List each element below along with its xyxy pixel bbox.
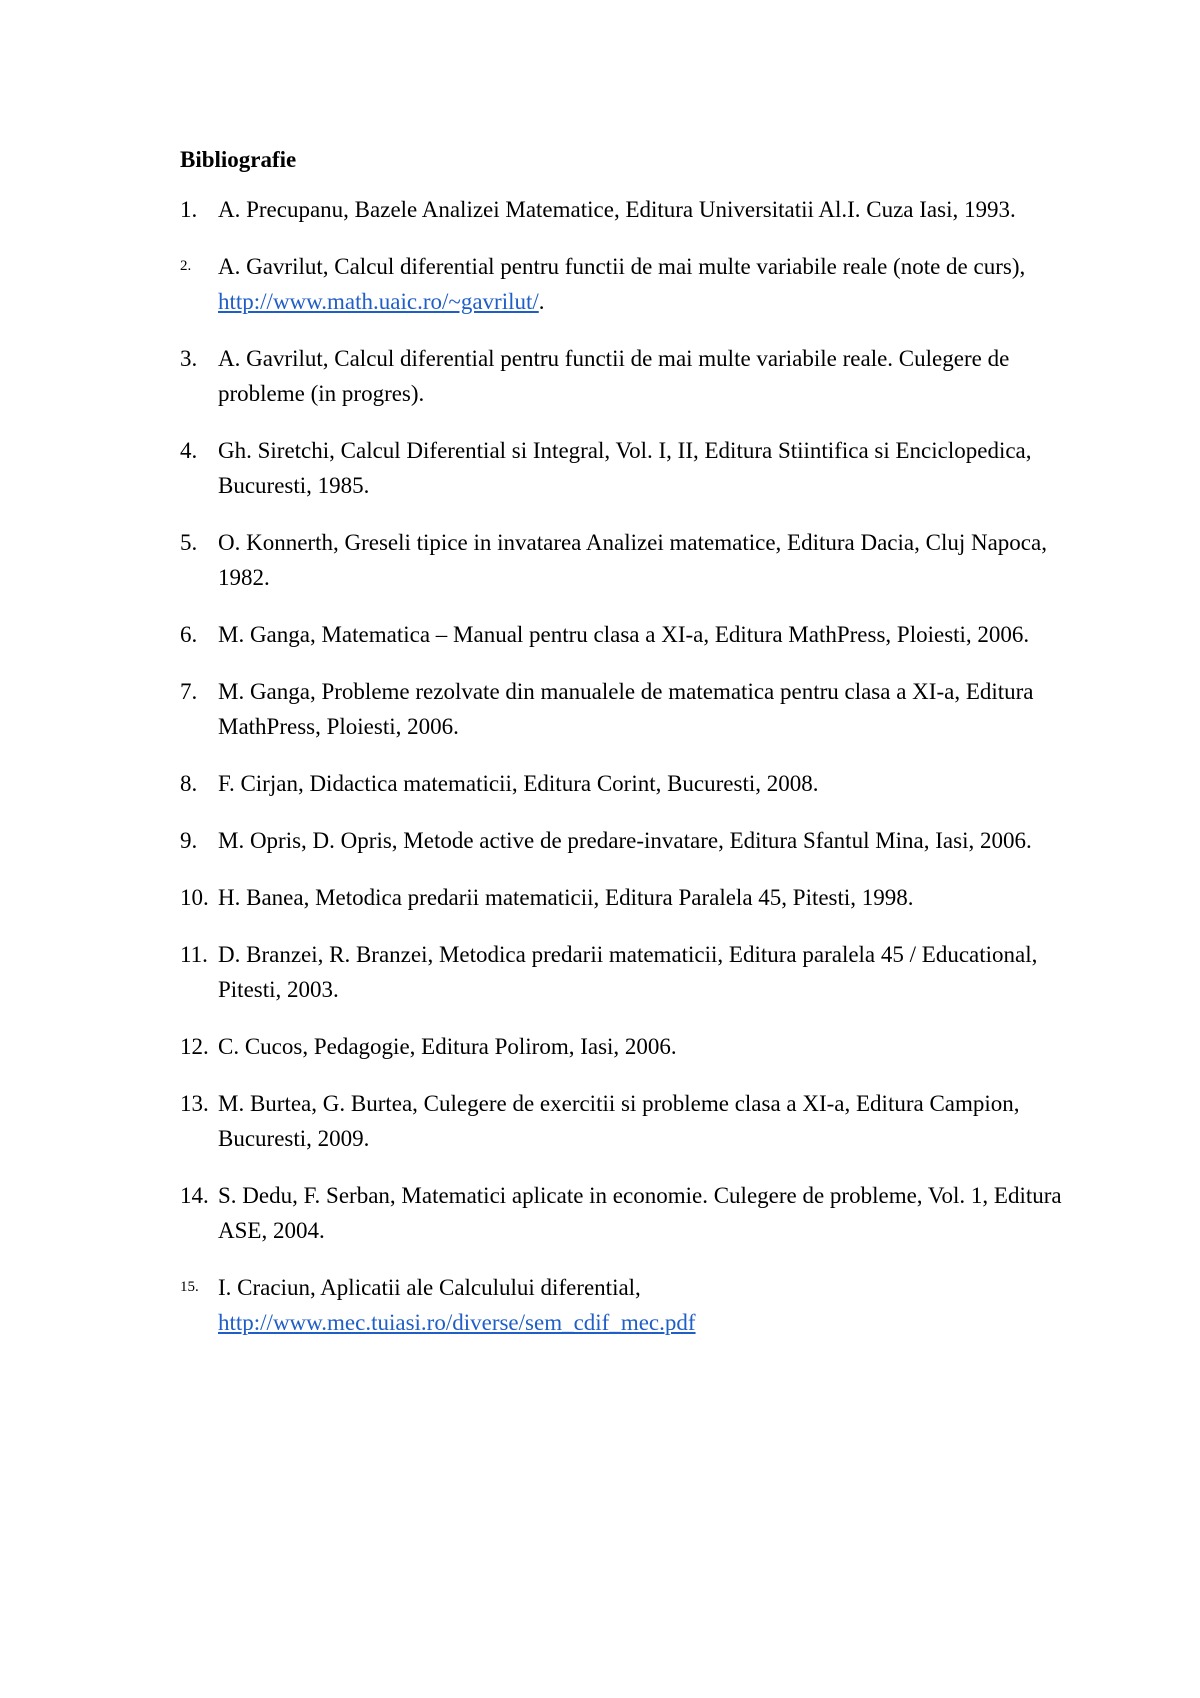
list-item (180, 433, 1080, 503)
entry-text: A. Gavrilut, Calcul diferential pentru functii de mai multe variabile reale (note de curs), (218, 254, 1026, 279)
entry-number: 5. (180, 530, 198, 555)
list-item (180, 192, 1080, 227)
entry-number: 11. (180, 942, 208, 967)
list-item (180, 937, 1080, 1007)
entry-text: O. Konnerth, Greseli tipice in invatarea Analizei matematice, Editura Dacia, Cluj Napoca, 1982. (218, 530, 1047, 590)
list-item (180, 1086, 1080, 1156)
list-item (180, 880, 1080, 915)
entry-text: D. Branzei, R. Branzei, Metodica predarii matematicii, Editura paralela 45 / Educational, Pitesti, 2003. (218, 942, 1038, 1002)
list-item (180, 1270, 1080, 1340)
entry-text: I. Craciun, Aplicatii ale Calculului diferential, (218, 1275, 641, 1300)
list-item (180, 766, 1080, 801)
entry-number: 15. (180, 1279, 199, 1295)
bibliography-section (180, 143, 1080, 1362)
entry-text: A. Precupanu, Bazele Analizei Matematice, Editura Universitatii Al.I. Cuza Iasi, 1993. (218, 197, 1016, 222)
list-item (180, 823, 1080, 858)
entry-text-end: . (538, 289, 545, 314)
entry-number: 13. (180, 1091, 209, 1116)
list-item (180, 525, 1080, 595)
list-item (180, 1178, 1080, 1248)
entry-number: 1. (180, 197, 198, 222)
entry-number: 10. (180, 885, 209, 910)
entry-link[interactable]: http://www.mec.tuiasi.ro/diverse/sem_cdif_mec.pdf (218, 1310, 696, 1335)
list-item (180, 674, 1080, 744)
entry-number: 2. (180, 258, 192, 274)
entry-number: 7. (180, 679, 198, 704)
list-item (180, 341, 1080, 411)
entry-number: 8. (180, 771, 198, 796)
list-item (180, 1029, 1080, 1064)
list-item (180, 249, 1080, 319)
bibliography-list (180, 192, 1080, 1340)
page-title: Bibliografie (180, 147, 297, 172)
entry-number: 9. (180, 828, 198, 853)
list-item (180, 617, 1080, 652)
entry-text: S. Dedu, F. Serban, Matematici aplicate in economie. Culegere de probleme, Vol. 1, Editura ASE, 2004. (218, 1183, 1062, 1243)
entry-text: F. Cirjan, Didactica matematicii, Editura Corint, Bucuresti, 2008. (218, 771, 819, 796)
entry-number: 4. (180, 438, 198, 463)
entry-text: H. Banea, Metodica predarii matematicii, Editura Paralela 45, Pitesti, 1998. (218, 885, 914, 910)
entry-number: 6. (180, 622, 198, 647)
entry-text: Gh. Siretchi, Calcul Diferential si Integral, Vol. I, II, Editura Stiintifica si Enciclopedica, Bucuresti, 1985. (218, 438, 1032, 498)
entry-text: C. Cucos, Pedagogie, Editura Polirom, Iasi, 2006. (218, 1034, 677, 1059)
entry-text: M. Burtea, G. Burtea, Culegere de exercitii si probleme clasa a XI-a, Editura Campion, Bucuresti, 2009. (218, 1091, 1020, 1151)
entry-text: A. Gavrilut, Calcul diferential pentru functii de mai multe variabile reale. Culegere de probleme (in progres). (218, 346, 1010, 406)
entry-number: 3. (180, 346, 198, 371)
entry-text: M. Ganga, Matematica – Manual pentru clasa a XI-a, Editura MathPress, Ploiesti, 2006. (218, 622, 1030, 647)
entry-number: 12. (180, 1034, 209, 1059)
entry-link[interactable]: http://www.math.uaic.ro/~gavrilut/ (218, 289, 539, 314)
entry-number: 14. (180, 1183, 209, 1208)
entry-text: M. Opris, D. Opris, Metode active de predare-invatare, Editura Sfantul Mina, Iasi, 2006. (218, 828, 1032, 853)
entry-text: M. Ganga, Probleme rezolvate din manualele de matematica pentru clasa a XI-a, Editura MathPress, Ploiesti, 2006. (218, 679, 1034, 739)
